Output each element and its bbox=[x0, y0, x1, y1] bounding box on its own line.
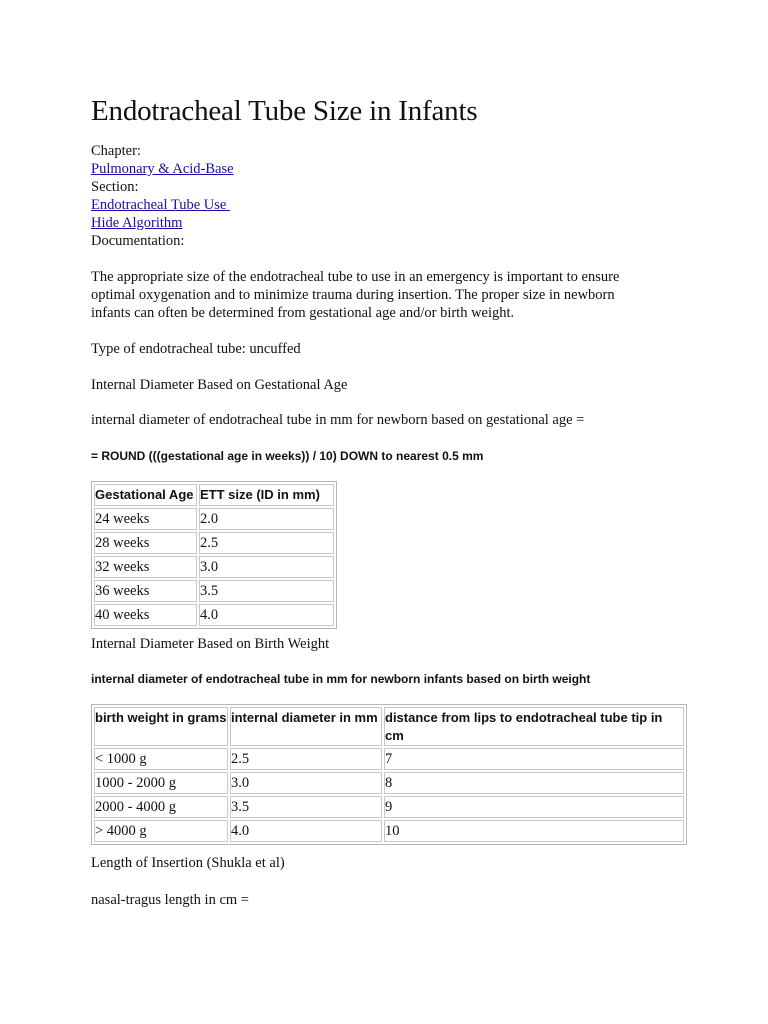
section-link[interactable]: Endotracheal Tube Use bbox=[91, 197, 230, 213]
table-cell: 8 bbox=[384, 772, 684, 794]
chapter-link[interactable]: Pulmonary & Acid-Base bbox=[91, 161, 234, 177]
table-header-cell: birth weight in grams bbox=[94, 707, 228, 746]
table-cell: 36 weeks bbox=[94, 580, 197, 602]
intro-paragraph: The appropriate size of the endotracheal tube to use in an emergency is important to ensure optimal oxygenation and to minimize trauma during insertion. The proper size in newborn infants can often be determined from gestational age and/or birth weight. bbox=[91, 269, 620, 321]
gestational-age-description: internal diameter of endotracheal tube in mm for newborn based on gestational age = bbox=[91, 412, 585, 428]
table-cell: 28 weeks bbox=[94, 532, 197, 554]
hide-algorithm-link[interactable]: Hide Algorithm bbox=[91, 215, 183, 231]
documentation-label: Documentation: bbox=[91, 233, 185, 249]
table-cell: 24 weeks bbox=[94, 508, 197, 530]
table-row bbox=[94, 532, 334, 554]
gestational-age-formula: = ROUND (((gestational age in weeks)) / 10) DOWN to nearest 0.5 mm bbox=[91, 449, 484, 463]
table-cell: 2.5 bbox=[230, 748, 382, 770]
table-cell: 3.0 bbox=[230, 772, 382, 794]
table-cell: 3.5 bbox=[199, 580, 334, 602]
page-title: Endotracheal Tube Size in Infants bbox=[91, 95, 478, 127]
table-cell: 3.0 bbox=[199, 556, 334, 578]
birth-weight-table bbox=[91, 704, 687, 845]
table-cell: 3.5 bbox=[230, 796, 382, 818]
table-header-cell: distance from lips to endotracheal tube tip in cm bbox=[384, 707, 684, 746]
table-header-row bbox=[94, 707, 684, 746]
table-cell: 32 weeks bbox=[94, 556, 197, 578]
table-row bbox=[94, 820, 684, 842]
table-row bbox=[94, 556, 334, 578]
section-label: Section: bbox=[91, 179, 139, 195]
table-cell: 4.0 bbox=[199, 604, 334, 626]
table-cell: < 1000 g bbox=[94, 748, 228, 770]
table-cell: > 4000 g bbox=[94, 820, 228, 842]
table-cell: 40 weeks bbox=[94, 604, 197, 626]
table-row bbox=[94, 508, 334, 530]
insertion-length-heading: Length of Insertion (Shukla et al) bbox=[91, 855, 285, 871]
nasal-tragus-formula: nasal-tragus length in cm = bbox=[91, 892, 249, 908]
gestational-age-table bbox=[91, 481, 337, 629]
table-cell: 2.5 bbox=[199, 532, 334, 554]
table-row bbox=[94, 772, 684, 794]
table-row bbox=[94, 604, 334, 626]
chapter-label: Chapter: bbox=[91, 143, 141, 159]
birth-weight-heading: Internal Diameter Based on Birth Weight bbox=[91, 636, 330, 652]
table-header-cell: internal diameter in mm bbox=[230, 707, 382, 746]
table-header-cell: Gestational Age bbox=[94, 484, 197, 506]
tube-type-text: Type of endotracheal tube: uncuffed bbox=[91, 341, 301, 357]
table-cell: 4.0 bbox=[230, 820, 382, 842]
table-cell: 1000 - 2000 g bbox=[94, 772, 228, 794]
table-header-row bbox=[94, 484, 334, 506]
table-header-cell: ETT size (ID in mm) bbox=[199, 484, 334, 506]
table-cell: 10 bbox=[384, 820, 684, 842]
table-cell: 7 bbox=[384, 748, 684, 770]
table-cell: 9 bbox=[384, 796, 684, 818]
table-row bbox=[94, 748, 684, 770]
gestational-age-heading: Internal Diameter Based on Gestational Age bbox=[91, 377, 348, 393]
table-row bbox=[94, 796, 684, 818]
table-row bbox=[94, 580, 334, 602]
table-cell: 2000 - 4000 g bbox=[94, 796, 228, 818]
table-cell: 2.0 bbox=[199, 508, 334, 530]
birth-weight-description: internal diameter of endotracheal tube in mm for newborn infants based on birth weight bbox=[91, 672, 591, 686]
